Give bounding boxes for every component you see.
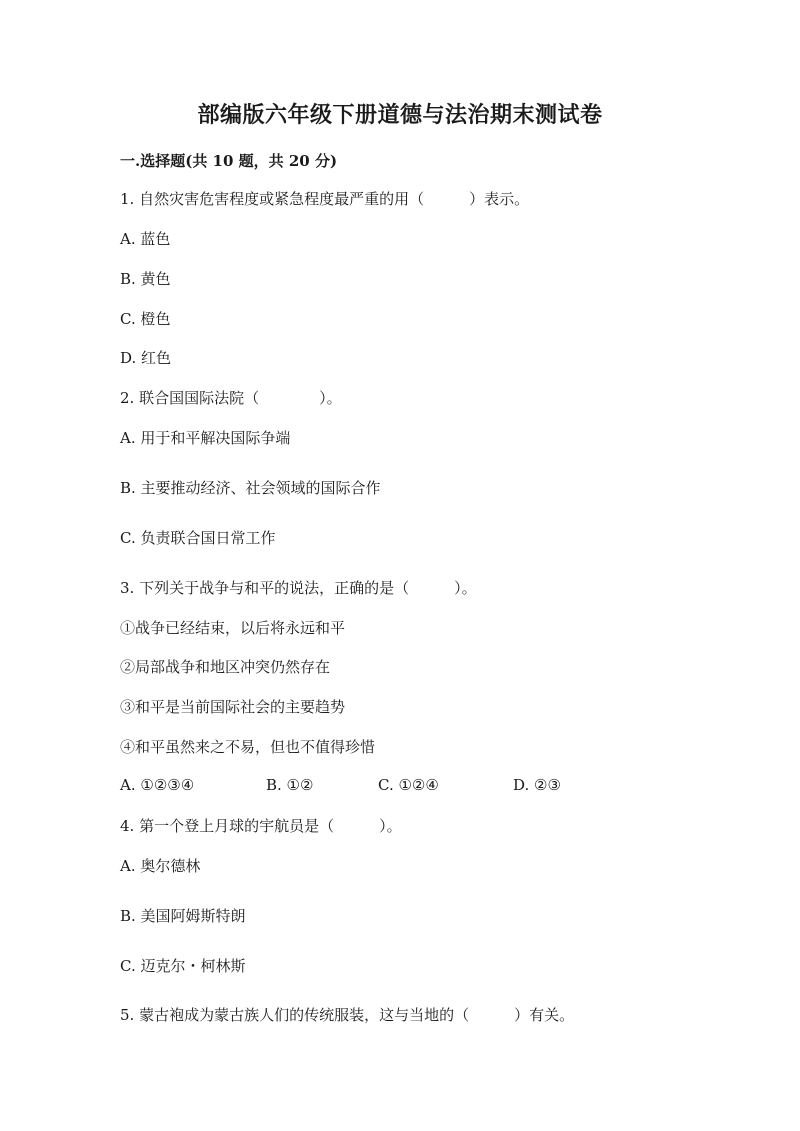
q2-option-b: B. 主要推动经济、社会领域的国际合作 (120, 479, 381, 497)
q3-option-c: C. ①②④ (378, 776, 439, 794)
q1-option-a: A. 蓝色 (120, 230, 171, 248)
q3-statement-4: ④和平虽然来之不易，但也不值得珍惜 (120, 738, 376, 756)
question-4-stem: 4. 第一个登上月球的宇航员是（ ）。 (120, 817, 402, 835)
q3-statement-2: ②局部战争和地区冲突仍然存在 (120, 658, 331, 676)
q1-option-d: D. 红色 (120, 349, 172, 367)
question-5-stem: 5. 蒙古袍成为蒙古族人们的传统服装，这与当地的（ ）有关。 (120, 1006, 575, 1024)
section-heading: 一.选择题(共 10 题，共 20 分) (120, 152, 338, 170)
q4-option-b: B. 美国阿姆斯特朗 (120, 907, 246, 925)
q3-option-a: A. ①②③④ (120, 776, 195, 794)
q3-options-row (120, 776, 680, 796)
q4-option-c: C. 迈克尔・柯林斯 (120, 957, 246, 975)
q1-option-c: C. 橙色 (120, 310, 171, 328)
q3-statement-3: ③和平是当前国际社会的主要趋势 (120, 698, 346, 716)
question-3-stem: 3. 下列关于战争与和平的说法，正确的是（ ）。 (120, 579, 477, 597)
q3-option-d: D. ②③ (513, 776, 561, 794)
q1-option-b: B. 黄色 (120, 270, 171, 288)
q3-statement-1: ①战争已经结束，以后将永远和平 (120, 619, 346, 637)
page-title: 部编版六年级下册道德与法治期末测试卷 (197, 102, 603, 128)
question-1-stem: 1. 自然灾害危害程度或紧急程度最严重的用（ ）表示。 (120, 190, 530, 208)
q2-option-c: C. 负责联合国日常工作 (120, 529, 276, 547)
question-2-stem: 2. 联合国国际法院（ ）。 (120, 389, 342, 407)
q4-option-a: A. 奥尔德林 (120, 857, 201, 875)
q3-option-b: B. ①② (266, 776, 314, 794)
q2-option-a: A. 用于和平解决国际争端 (120, 429, 291, 447)
